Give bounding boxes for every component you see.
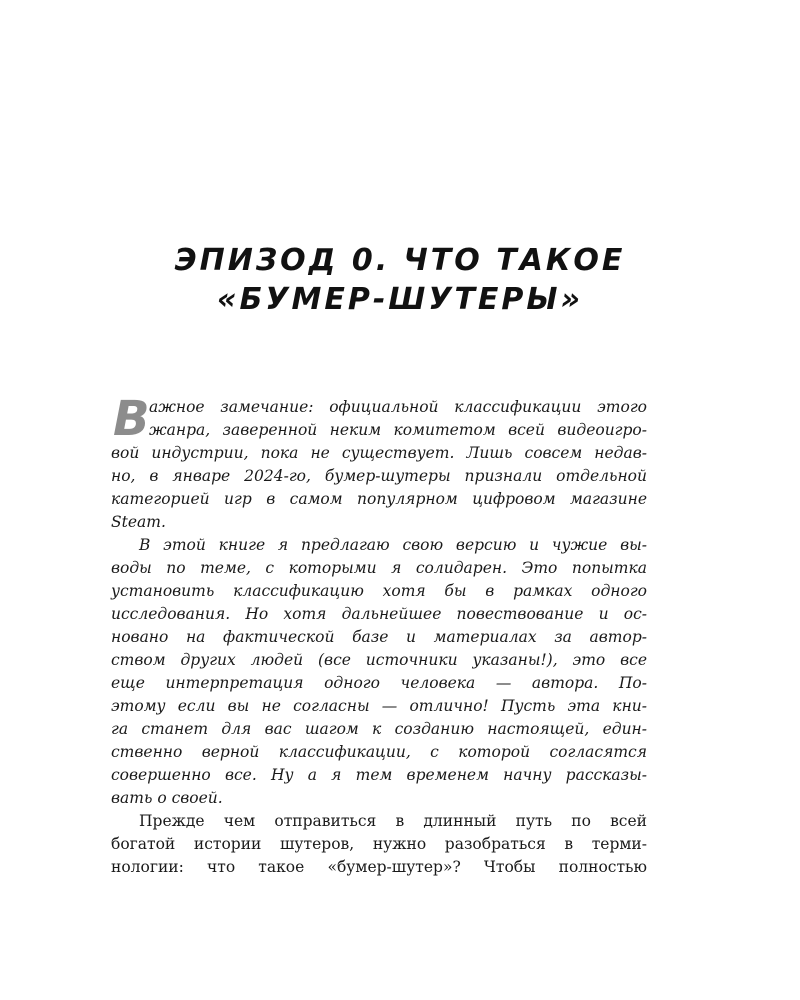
paragraph-line: исследования. Но хотя дальнейшее повествование и ос-: [111, 605, 647, 623]
paragraph-author-note: [111, 534, 647, 810]
paragraph-terminology: [111, 810, 647, 879]
paragraph-line: Steam.: [111, 513, 166, 531]
paragraph-line: В этой книге я предлагаю свою версию и чужие вы-: [139, 536, 647, 554]
paragraph-line: га станет для вас шагом к созданию настоящей, един-: [111, 720, 647, 738]
paragraph-line: вой индустрии, пока не существует. Лишь совсем недав-: [111, 444, 647, 462]
paragraph-line: ажное замечание: официальной классификации этого: [149, 398, 647, 416]
chapter-title: [0, 241, 780, 319]
paragraph-line: ством других людей (все источники указаны!), это все: [111, 651, 647, 669]
paragraph-intro: [111, 391, 647, 534]
paragraph-line: еще интерпретация одного человека — автора. По-: [111, 674, 647, 692]
paragraph-line: Прежде чем отправиться в длинный путь по всей: [139, 812, 647, 830]
body-text: [111, 391, 647, 879]
chapter-title-line-1: ЭПИЗОД 0. ЧТО ТАКОЕ: [174, 243, 626, 278]
paragraph-line: категорией игр в самом популярном цифровом магазине: [111, 490, 647, 508]
paragraph-line: жанра, заверенной неким комитетом всей видеоигро-: [149, 421, 647, 439]
chapter-title-line-2: «БУМЕР-ШУТЕРЫ»: [217, 282, 583, 317]
paragraph-line: совершенно все. Ну а я тем временем начну рассказы-: [111, 766, 647, 784]
paragraph-line: воды по теме, с которыми я солидарен. Это попытка: [111, 559, 647, 577]
paragraph-line: новано на фактической базе и материалах за автор-: [111, 628, 647, 646]
paragraph-line: этому если вы не согласны — отлично! Пусть эта кни-: [111, 697, 647, 715]
paragraph-line: нологии: что такое «бумер-шутер»? Чтобы полностью: [111, 858, 647, 876]
paragraph-line: вать о своей.: [111, 789, 223, 807]
paragraph-line: богатой истории шутеров, нужно разобраться в терми-: [111, 835, 647, 853]
paragraph-line: установить классификацию хотя бы в рамках одного: [111, 582, 647, 600]
drop-cap: В: [113, 391, 150, 447]
paragraph-line: но, в январе 2024-го, бумер-шутеры признали отдельной: [111, 467, 647, 485]
paragraph-line: ственно верной классификации, с которой согласятся: [111, 743, 647, 761]
